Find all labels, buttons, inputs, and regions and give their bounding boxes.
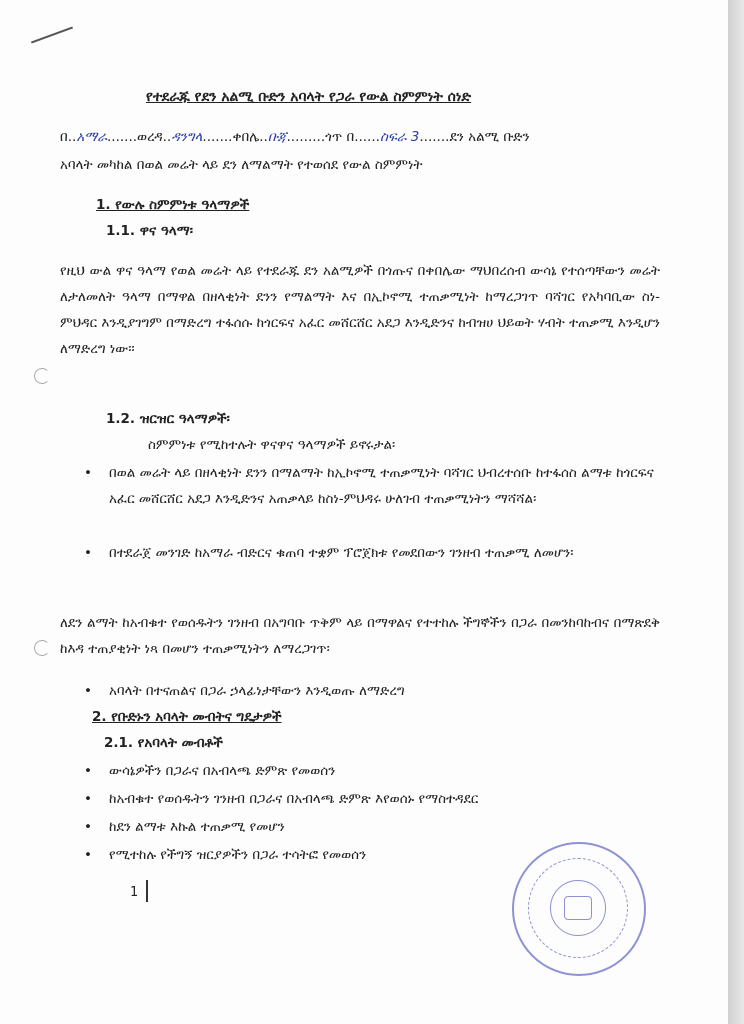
text-cursor-mark [146,880,148,902]
list-item: • ውሳኔዎችን በጋራና በአብላጫ ድምጽ የመወሰን [84,763,336,779]
list-item: • የሚተከሉ የችግኝ ዝርያዎችን በጋራ ተሳትፎ የመወሰን [84,847,367,863]
section-1-1-heading: 1.1. ዋና ዓላማ፡ [106,223,193,239]
intro-line-2: አባላት መካከል በወል መሬት ላይ ደን ለማልማት የተወሰደ የውል ስምምነት [60,157,423,173]
document-title: የተደራጁ የደን አልሚ ቡድን አባላት የጋራ የውል ስምምነት ሰነድ [146,89,472,105]
scan-edge [728,0,744,1024]
section-1-1-paragraph: የዚህ ውል ዋና ዓላማ የወል መሬት ላይ የተደራጁ ደን አልሚዎች በጎጡና በቀበሌው ማህበረሰብ ውሳኔ የተሰጣቸውን መሬት ለታለመለት ዓላማ በማዋል በዘላቂነት ደንን የማልማት እና በኢኮኖሚ ተጠቃሚነት ከማረጋገጥ ባሻገር የአካባቢው ስነ-ምህዳር እንዲያገግም በማድረግ ተፋሰሱ ከጎርፍና አፈር መሸርሸር አደጋ እንዲድንና ከብዝሀ ህይወት ሃብት ተጠቃሚ እንዲሆን ለማድረግ ነው፡፡ [60,263,660,357]
list-item: • በወል መሬት ላይ በዘላቂነት ደንን በማልማት ከኢኮኖሚ ተጠቃሚነት ባሻገር ህብረተሰቡ ከተፋሰስ ልማቱ ከጎርፍና አፈር መሸርሸር አደጋ እንዲድንና አጠቃላይ ከስነ-ምህዳሩ ሁለገብ ተጠቃሚነትን ማሻሻል፡ [84,465,654,507]
stamp-emblem-icon [564,896,592,920]
page-number: 1 [130,885,139,900]
handwritten-count: ስፍራ 3 [379,129,420,145]
list-item: • አባላት በተናጠልና በጋራ ኃላፊነታቸውን እንዲወጡ ለማድረግ [84,683,405,699]
handwritten-region: አማራ [76,129,107,145]
list-item: • ከአብቁተ የወሰዱትን ገንዘብ በጋራና በአብላጫ ድምጽ እየወሰኑ የማስተዳደር [84,791,479,807]
section-1-2-intro: ስምምነቱ የሚከተሉት ዋናዋና ዓላማዎች ይኖሩታል፡ [148,437,396,453]
section-2-heading: 2. የቡድኑን አባላት መብትና ግዴታዎች [92,709,282,725]
intro-line-1: በ..አማራ.......ወረዳ..ዳንግላ.......ቀበሌ..ቡጃ.........ጎጥ በ......ስፍራ 3.......ደን አልሚ ቡድን [60,129,530,145]
section-1-2-heading: 1.2. ዝርዝር ዓላማዎች፡ [106,411,230,427]
section-2-1-heading: 2.1. የአባላት መብቶች [104,735,223,751]
pen-mark [31,27,73,44]
section-1-paragraph-2: ለደን ልማት ከአብቁተ የወሰዱትን ገንዘብ በአግባቡ ጥቅም ላይ በማዋልና የተተከሉ ችግኞችን በጋራ በመንከባከብና በማጽደቅ ከእዳ ተጠያቂነት ነጻ በመሆን ተጠቃሚነትን ለማረጋገጥ፡ [60,615,660,657]
official-stamp [512,842,646,976]
punch-hole [34,640,50,656]
list-item: • በተደራጀ መንገድ ከአማራ ብድርና ቁጠባ ተቋም ፕሮጀክቱ የመደበውን ገንዘብ ተጠቃሚ ለመሆን፡ [84,545,574,561]
handwritten-kebele: ቡጃ [267,129,287,145]
section-1-heading: 1. የውሉ ስምምነቱ ዓላማዎች [96,197,250,213]
punch-hole [34,368,50,384]
handwritten-woreda: ዳንግላ [171,129,203,145]
list-item: • ከደን ልማቱ እኩል ተጠቃሚ የመሆን [84,819,285,835]
